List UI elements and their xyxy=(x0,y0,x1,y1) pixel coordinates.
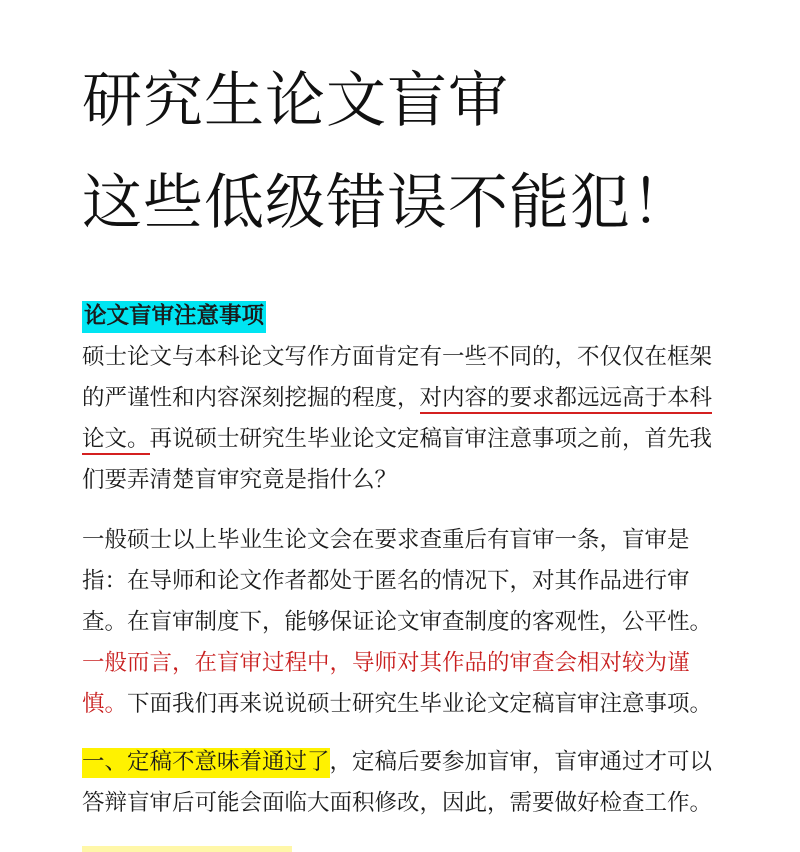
intro-text-b: 再说硕士研究生毕业论文定稿盲审注意事项之前，首先我们要弄清楚盲审究竟是指什么？ xyxy=(82,426,713,493)
section-heading xyxy=(82,296,732,337)
intro-text-a: 硕士论文与本科论文写作方面肯定有一些不同的，不仅仅在框架的严谨性和内容深刻挖掘的程度， xyxy=(82,344,713,411)
heading-highlight: 论文盲审注意事项 xyxy=(82,301,266,333)
section-definition xyxy=(82,520,732,725)
definition-text-b: 下面我们再来说说硕士研究生毕业论文定稿盲审注意事项。 xyxy=(127,691,713,717)
title-line-1: 研究生论文盲审 xyxy=(82,66,509,136)
point-one-highlight: 一、定稿不意味着通过了 xyxy=(82,748,330,778)
definition-text-a: 一般硕士以上毕业生论文会在要求查重后有盲审一条，盲审是指：在导师和论文作者都处于匿名的情况下，对其作品进行审查。在盲审制度下，能够保证论文审查制度的客观性，公平性。 xyxy=(82,527,713,635)
next-highlight-fragment xyxy=(82,846,292,852)
intro-paragraph xyxy=(82,337,732,501)
red-emphasis-text: 一般而言，在盲审过程中，导师对其作品的审查会相对较为谨慎。 xyxy=(82,650,690,717)
section-intro xyxy=(82,296,732,501)
title-line-2: 这些低级错误不能犯！ xyxy=(82,168,692,238)
section-point-one xyxy=(82,742,732,824)
point-one-text: ，定稿后要参加盲审，盲审通过才可以答辩盲审后可能会面临大面积修改，因此，需要做好检查工作。 xyxy=(82,749,713,816)
underlined-emphasis: 对内容的要求都远远高于本科论文。 xyxy=(82,385,712,455)
